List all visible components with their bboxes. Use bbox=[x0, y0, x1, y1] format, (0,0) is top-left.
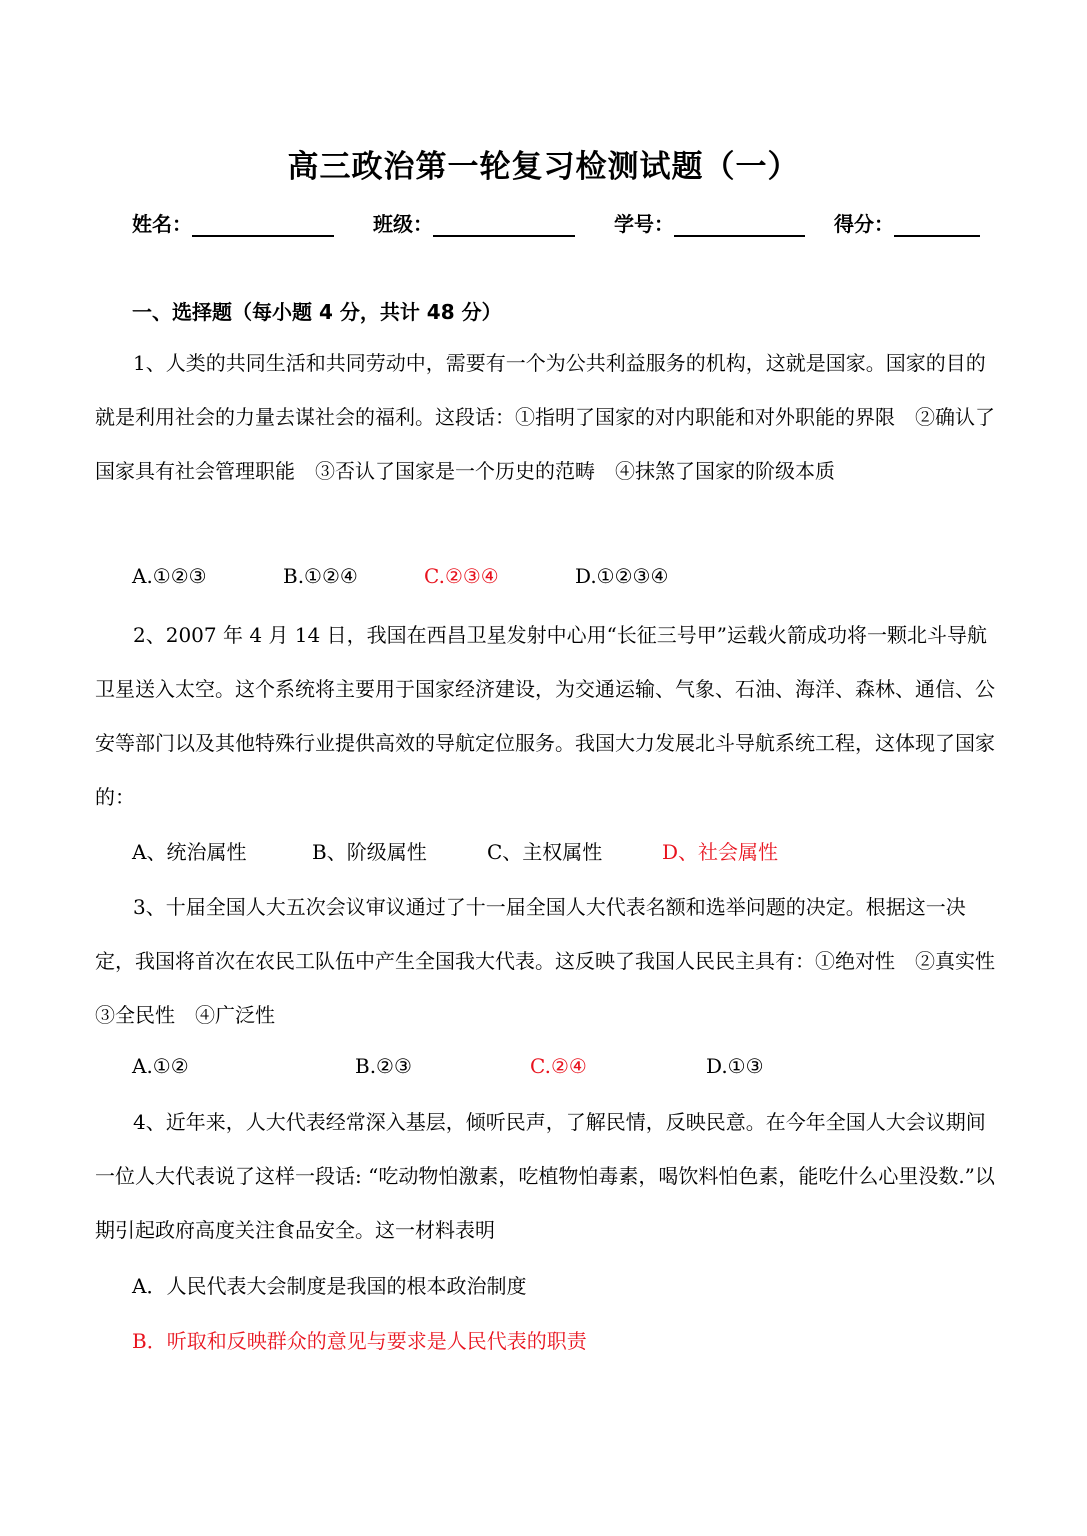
name-blank[interactable] bbox=[192, 211, 334, 237]
option-c-answer[interactable]: C.②③④ bbox=[424, 564, 499, 588]
student-id-field bbox=[614, 208, 805, 237]
page-title: 高三政治第一轮复习检测试题（一） bbox=[287, 149, 800, 185]
student-id-label: 学号： bbox=[614, 212, 674, 236]
score-label: 得分： bbox=[834, 212, 894, 236]
option-d-answer[interactable]: D、社会属性 bbox=[662, 840, 779, 864]
section-heading: 一、选择题（每小题 4 分，共计 48 分） bbox=[132, 300, 502, 324]
student-info-row bbox=[0, 208, 1087, 248]
option-b[interactable]: B、阶级属性 bbox=[312, 840, 427, 864]
option-a[interactable]: A.①② bbox=[132, 1054, 189, 1078]
option-b[interactable]: B.②③ bbox=[355, 1054, 412, 1078]
question-3-options bbox=[0, 1054, 1087, 1094]
name-field bbox=[132, 208, 334, 237]
question-4-option-b-answer[interactable]: B．听取和反映群众的意见与要求是人民代表的职责 bbox=[132, 1329, 587, 1353]
class-blank[interactable] bbox=[433, 211, 575, 237]
option-a[interactable]: A、统治属性 bbox=[132, 840, 247, 864]
option-d[interactable]: D.①③ bbox=[706, 1054, 764, 1078]
option-c-answer[interactable]: C.②④ bbox=[530, 1054, 587, 1078]
option-b[interactable]: B.①②④ bbox=[283, 564, 358, 588]
score-blank[interactable] bbox=[894, 211, 980, 237]
class-label: 班级： bbox=[373, 212, 433, 236]
question-3-stem: 3、十届全国人大五次会议审议通过了十一届全国人大代表名额和选举问题的决定。根据这一决定，我国将首次在农民工队伍中产生全国我大代表。这反映了我国人民民主具有：①绝对性 ②真实性 ③全民性 ④广泛性 bbox=[95, 895, 1015, 1027]
question-1-stem: 1、人类的共同生活和共同劳动中，需要有一个为公共利益服务的机构，这就是国家。国家的目的就是利用社会的力量去谋社会的福利。这段话：①指明了国家的对内职能和对外职能的界限 ②确认了国家具有社会管理职能 ③否认了国家是一个历史的范畴 ④抹煞了国家的阶级本质 bbox=[95, 351, 995, 483]
option-d[interactable]: D.①②③④ bbox=[575, 564, 669, 588]
score-field bbox=[834, 208, 980, 237]
question-4-option-a[interactable]: A．人民代表大会制度是我国的根本政治制度 bbox=[132, 1274, 527, 1298]
option-c[interactable]: C、主权属性 bbox=[487, 840, 603, 864]
question-2-options bbox=[0, 836, 1087, 876]
question-2-stem: 2、2007 年 4 月 14 日，我国在西昌卫星发射中心用“长征三号甲”运载火箭成功将一颗北斗导航卫星送入太空。这个系统将主要用于国家经济建设，为交通运输、气象、石油、海洋、森林、通信、公安等部门以及其他特殊行业提供高效的导航定位服务。我国大力发展北斗导航系统工程，这体现了国家的： bbox=[95, 623, 995, 809]
class-field bbox=[373, 208, 575, 237]
question-4-stem: 4、近年来，人大代表经常深入基层，倾听民声，了解民情，反映民意。在今年全国人大会议期间一位人大代表说了这样一段话: “吃动物怕激素，吃植物怕毒素，喝饮料怕色素，能吃什么心里没数.”以期引起政府高度关注食品安全。这一材料表明 bbox=[95, 1110, 995, 1242]
question-1-options bbox=[0, 564, 1087, 604]
student-id-blank[interactable] bbox=[674, 211, 805, 237]
name-label: 姓名： bbox=[132, 212, 192, 236]
option-a[interactable]: A.①②③ bbox=[132, 564, 207, 588]
